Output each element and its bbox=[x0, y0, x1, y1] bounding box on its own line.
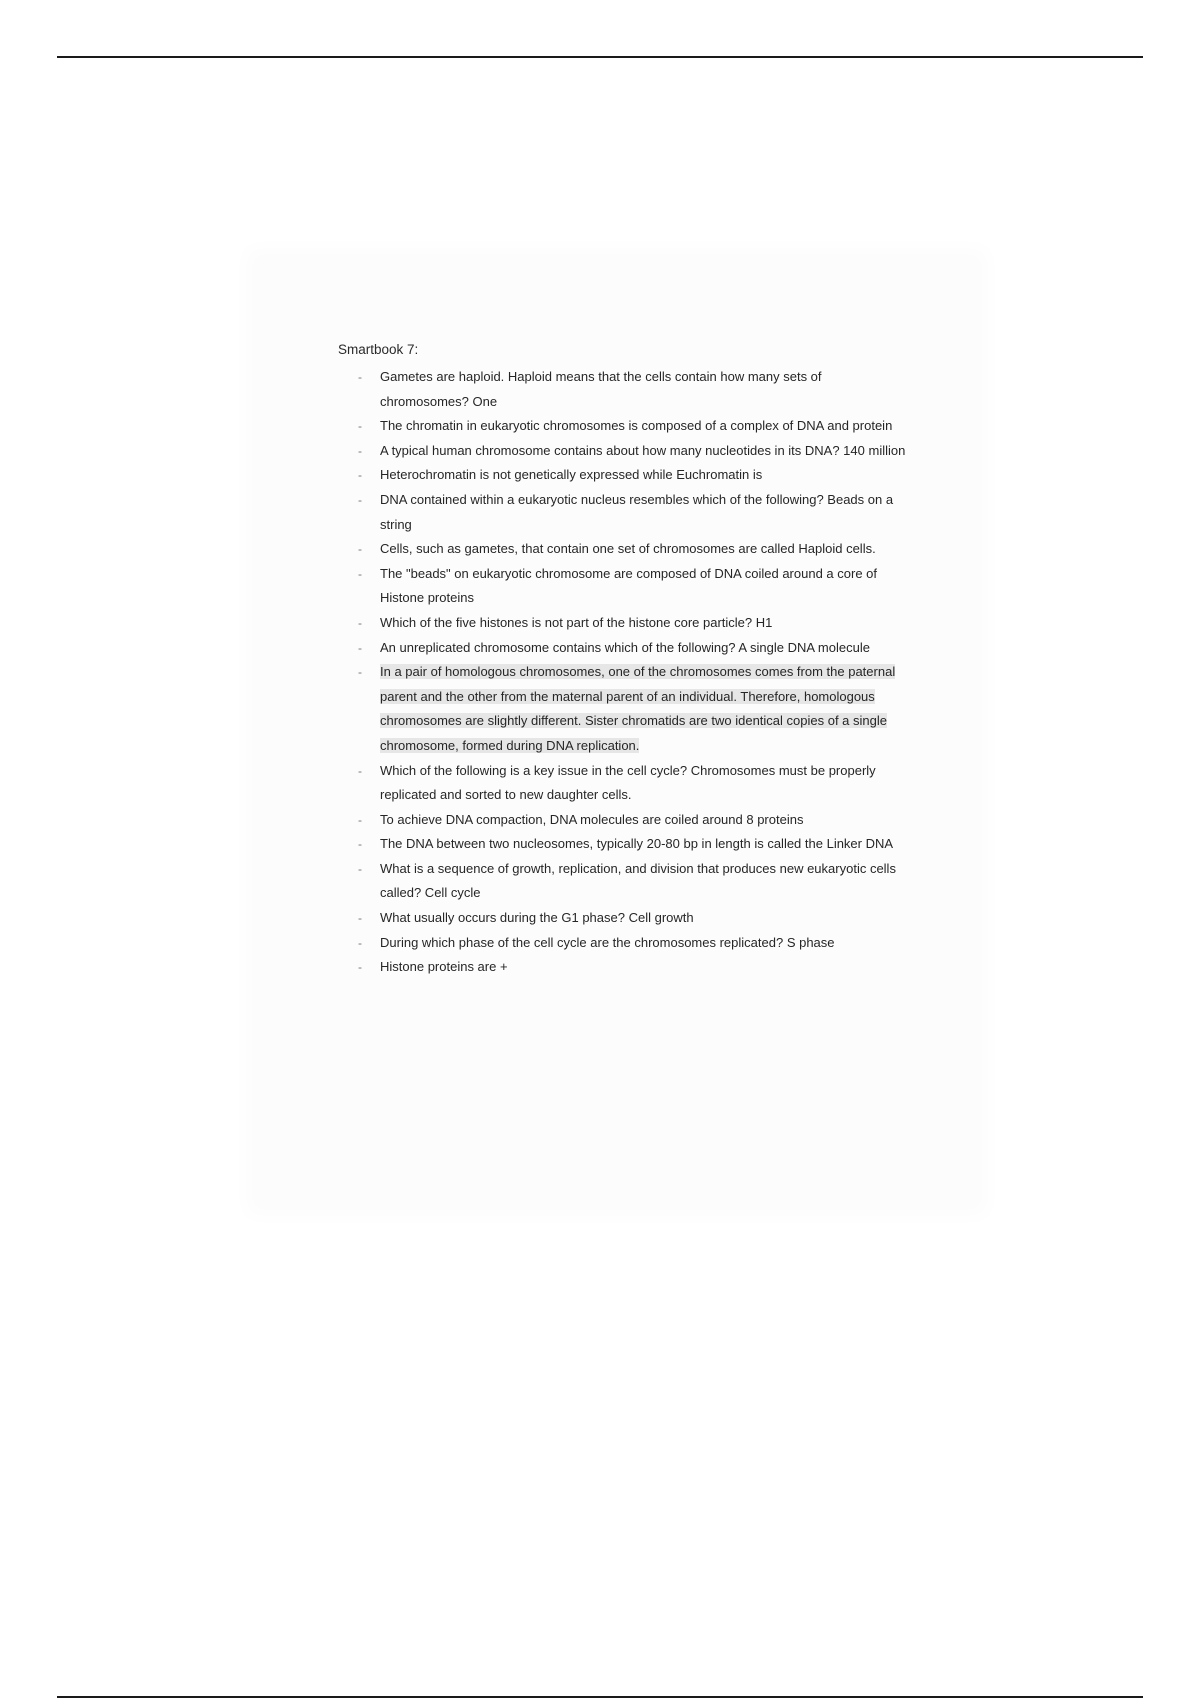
bullet-dash: - bbox=[358, 443, 362, 458]
note-item bbox=[338, 832, 908, 857]
bullet-dash: - bbox=[358, 370, 362, 384]
notes-list bbox=[338, 365, 908, 980]
note-text: An unreplicated chromosome contains which of the following? A single DNA molecule bbox=[380, 639, 870, 655]
note-text: The DNA between two nucleosomes, typically 20-80 bp in length is called the Linker DNA bbox=[380, 836, 894, 852]
note-text: A typical human chromosome contains about how many nucleotides in its DNA? 140 million bbox=[380, 442, 906, 458]
document-content bbox=[338, 340, 908, 980]
note-text: The chromatin in eukaryotic chromosomes is composed of a complex of DNA and protein bbox=[380, 418, 893, 434]
note-text: Heterochromatin is not genetically expressed while Euchromatin is bbox=[380, 467, 763, 483]
note-item bbox=[338, 857, 908, 906]
note-text: Histone proteins are + bbox=[380, 959, 508, 975]
note-item bbox=[338, 537, 908, 562]
note-text: The "beads" on eukaryotic chromosome are composed of DNA coiled around a core of Histone proteins bbox=[380, 565, 877, 606]
bullet-dash: - bbox=[358, 468, 362, 483]
bullet-dash: - bbox=[358, 542, 362, 557]
note-text: What is a sequence of growth, replication, and division that produces new eukaryotic cells called? Cell cycle bbox=[380, 860, 896, 901]
bullet-dash: - bbox=[358, 960, 362, 975]
note-text: Cells, such as gametes, that contain one set of chromosomes are called Haploid cells. bbox=[380, 541, 876, 557]
note-item bbox=[338, 488, 908, 537]
bullet-dash: - bbox=[358, 566, 362, 581]
note-text: DNA contained within a eukaryotic nucleus resembles which of the following? Beads on a string bbox=[380, 491, 894, 532]
bullet-dash: - bbox=[358, 665, 362, 680]
note-text: Which of the five histones is not part of the histone core particle? H1 bbox=[380, 614, 773, 630]
note-item bbox=[338, 611, 908, 636]
note-item bbox=[338, 931, 908, 956]
note-text: Which of the following is a key issue in the cell cycle? Chromosomes must be properly replicated and sorted to new daughter cells. bbox=[380, 762, 876, 803]
bullet-dash: - bbox=[358, 640, 362, 655]
note-item bbox=[338, 439, 908, 464]
bullet-dash: - bbox=[358, 861, 362, 876]
page-top-rule bbox=[57, 56, 1143, 58]
page-bottom-rule bbox=[57, 1696, 1143, 1698]
note-item-highlighted bbox=[338, 660, 908, 758]
note-text: Gametes are haploid. Haploid means that the cells contain how many sets of chromosomes? One bbox=[380, 369, 822, 409]
bullet-dash: - bbox=[358, 419, 362, 434]
bullet-dash: - bbox=[358, 935, 362, 950]
note-item bbox=[338, 636, 908, 661]
bullet-dash: - bbox=[358, 763, 362, 778]
note-item bbox=[338, 463, 908, 488]
note-text: To achieve DNA compaction, DNA molecules are coiled around 8 proteins bbox=[380, 811, 804, 827]
bullet-dash: - bbox=[358, 812, 362, 827]
note-item bbox=[338, 759, 908, 808]
note-text: In a pair of homologous chromosomes, one of the chromosomes comes from the paternal parent and the other from the maternal parent of an individual. Therefore, homologous chromosomes are slightly different. Sister chromatids are two identical copies of a single chromosome, formed during DNA replication. bbox=[380, 664, 896, 753]
note-text: During which phase of the cell cycle are the chromosomes replicated? S phase bbox=[380, 934, 835, 950]
note-item bbox=[338, 562, 908, 611]
note-item bbox=[338, 808, 908, 833]
bullet-dash: - bbox=[358, 492, 362, 507]
document-title: Smartbook 7: bbox=[338, 342, 419, 357]
bullet-dash: - bbox=[358, 911, 362, 926]
bullet-dash: - bbox=[358, 837, 362, 852]
note-item bbox=[338, 414, 908, 439]
bullet-dash: - bbox=[358, 615, 362, 630]
note-item bbox=[338, 906, 908, 931]
note-text: What usually occurs during the G1 phase? Cell growth bbox=[380, 910, 694, 926]
note-item bbox=[338, 365, 908, 414]
note-item bbox=[338, 955, 908, 980]
